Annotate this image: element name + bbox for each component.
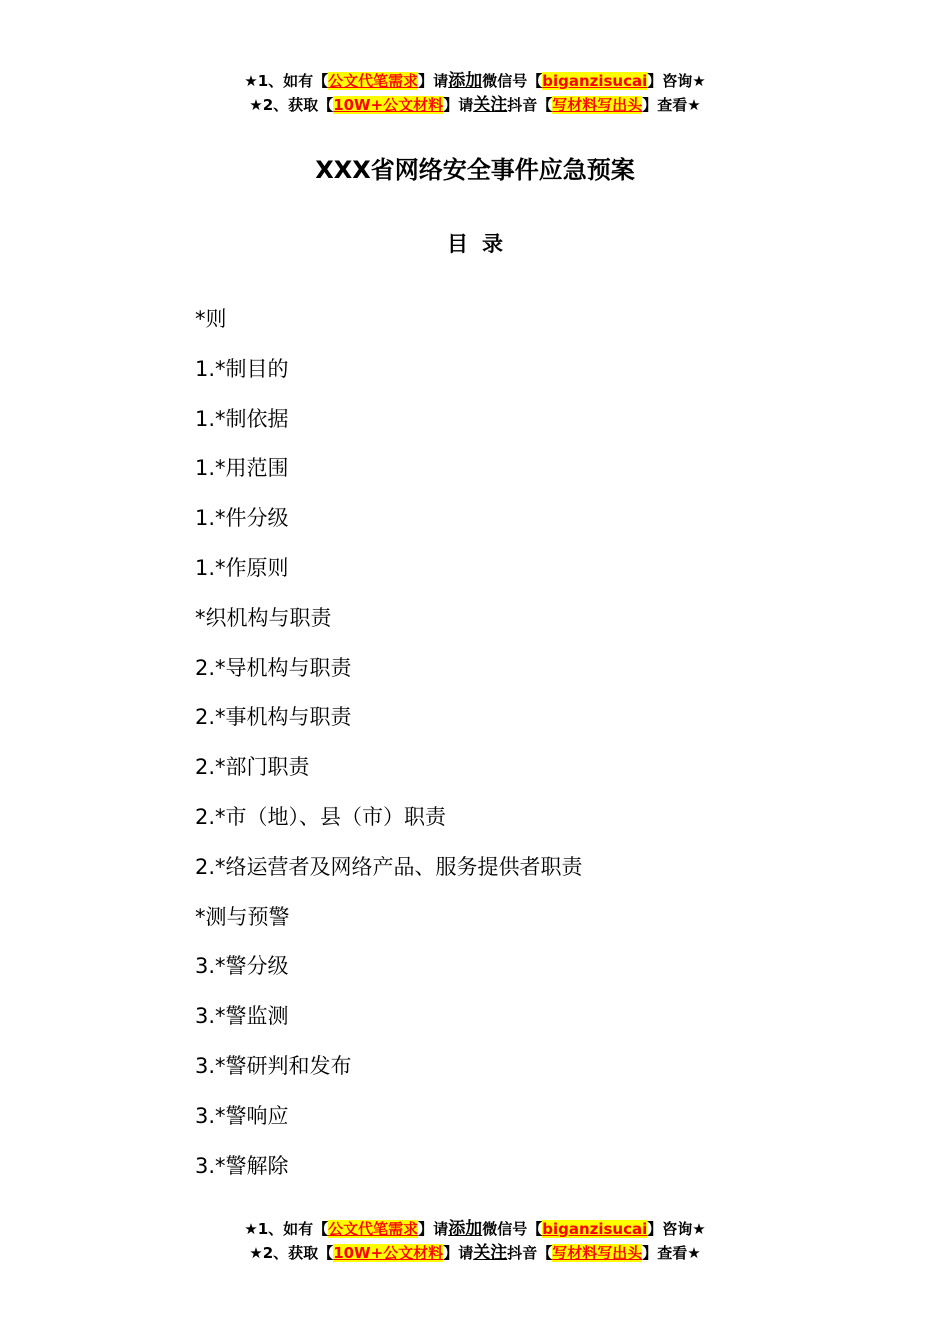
banner-emphasis: 添加 — [448, 71, 483, 91]
banner-emphasis: 添加 — [448, 1219, 483, 1239]
banner-highlight: 10W+公文材料 — [333, 96, 444, 114]
banner-line-2 — [0, 1241, 950, 1265]
banner-line-1 — [0, 1217, 950, 1241]
banner-highlight: 写材料写出头 — [552, 96, 643, 114]
banner-text: 】请 — [418, 72, 449, 90]
banner-highlight: biganzisucai — [542, 1220, 648, 1238]
banner-text: ★1、如有【 — [244, 1220, 329, 1238]
banner-line-1 — [0, 69, 950, 93]
toc-item: 3.*警分级 — [195, 954, 289, 979]
toc-heading: 目录 — [447, 232, 517, 256]
banner-text: 】请 — [443, 96, 474, 114]
toc-item: 1.*制依据 — [195, 406, 289, 431]
banner-text: ★2、获取【 — [249, 96, 334, 114]
banner-emphasis: 关注 — [473, 95, 508, 115]
toc-item: 2.*络运营者及网络产品、服务提供者职责 — [195, 854, 583, 879]
banner-highlight: 写材料写出头 — [552, 1244, 643, 1262]
toc-item: 2.*部门职责 — [195, 755, 310, 780]
banner-text: 】查看★ — [642, 1244, 701, 1262]
toc-item: *织机构与职责 — [195, 605, 332, 630]
footer-banner — [0, 1217, 950, 1265]
toc-item: 3.*警研判和发布 — [195, 1053, 352, 1078]
toc-item: 2.*事机构与职责 — [195, 705, 352, 730]
toc-item: *则 — [195, 307, 227, 331]
table-of-contents — [195, 304, 583, 1200]
toc-item: 3.*警解除 — [195, 1153, 289, 1178]
document-title: XXX省网络安全事件应急预案 — [315, 156, 635, 184]
toc-item: 3.*警监测 — [195, 1004, 289, 1029]
banner-text: 抖音【 — [507, 96, 553, 114]
toc-item: *测与预警 — [195, 904, 290, 929]
banner-text: 微信号【 — [482, 1220, 543, 1238]
banner-highlight: 10W+公文材料 — [333, 1244, 444, 1262]
banner-text: ★1、如有【 — [244, 72, 329, 90]
banner-emphasis: 关注 — [473, 1243, 508, 1263]
banner-text: 】咨询★ — [647, 1220, 706, 1238]
banner-text: 抖音【 — [507, 1244, 553, 1262]
toc-item: 3.*警响应 — [195, 1103, 289, 1128]
banner-text: ★2、获取【 — [249, 1244, 334, 1262]
toc-item: 2.*导机构与职责 — [195, 655, 352, 680]
banner-text: 】请 — [418, 1220, 449, 1238]
toc-item: 1.*作原则 — [195, 555, 289, 580]
banner-text: 微信号【 — [482, 72, 543, 90]
banner-text: 】请 — [443, 1244, 474, 1262]
banner-text: 】咨询★ — [647, 72, 706, 90]
banner-text: 】查看★ — [642, 96, 701, 114]
toc-item: 1.*件分级 — [195, 506, 289, 531]
banner-highlight: 公文代笔需求 — [328, 72, 419, 90]
toc-item: 1.*用范围 — [195, 456, 289, 481]
banner-line-2 — [0, 93, 950, 117]
toc-item: 2.*市（地）、县（市）职责 — [195, 804, 447, 829]
banner-highlight: biganzisucai — [542, 72, 648, 90]
banner-highlight: 公文代笔需求 — [328, 1220, 419, 1238]
toc-item: 1.*制目的 — [195, 356, 289, 381]
header-banner — [0, 69, 950, 117]
